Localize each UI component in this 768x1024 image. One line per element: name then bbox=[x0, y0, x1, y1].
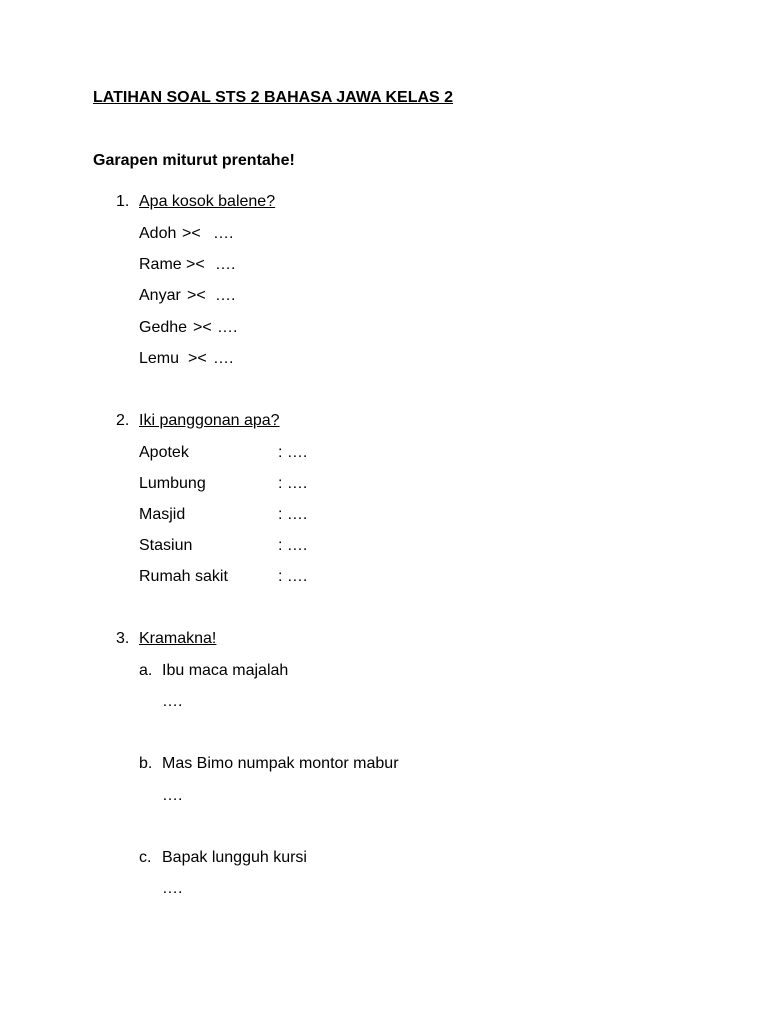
q2-number: 2. bbox=[116, 412, 130, 429]
q3-item-blank: …. bbox=[162, 880, 183, 897]
q1-heading: Apa kosok balene? bbox=[139, 193, 276, 210]
q2-item-word: Apotek bbox=[139, 444, 189, 461]
q1-item-word: Lemu bbox=[139, 350, 180, 367]
q3-item-sentence: Ibu maca majalah bbox=[162, 662, 289, 679]
q1-item-sep: >< bbox=[186, 256, 205, 273]
q3-item-letter: a. bbox=[139, 662, 153, 679]
document-title: LATIHAN SOAL STS 2 BAHASA JAWA KELAS 2 bbox=[93, 89, 454, 106]
q2-item-word: Masjid bbox=[139, 506, 186, 523]
q3-number: 3. bbox=[116, 630, 130, 647]
q2-item-word: Rumah sakit bbox=[139, 568, 228, 585]
q1-item-blank: …. bbox=[217, 319, 238, 336]
q1-item-word: Rame bbox=[139, 256, 182, 273]
q1-item-sep: >< bbox=[182, 225, 201, 242]
q3-heading: Kramakna! bbox=[139, 630, 217, 647]
q1-item-blank: …. bbox=[213, 350, 234, 367]
q3-item-blank: …. bbox=[162, 787, 183, 804]
q1-item-blank: …. bbox=[213, 225, 234, 242]
q3-item-letter: b. bbox=[139, 755, 153, 772]
q1-item-sep: >< bbox=[187, 287, 206, 304]
q2-item-answer: : …. bbox=[278, 537, 308, 554]
q3-item-blank: …. bbox=[162, 693, 183, 710]
q1-item-sep: >< bbox=[188, 350, 207, 367]
q2-item-answer: : …. bbox=[278, 506, 308, 523]
q2-item-answer: : …. bbox=[278, 568, 308, 585]
q1-item-blank: …. bbox=[215, 287, 236, 304]
instruction: Garapen miturut prentahe! bbox=[93, 152, 295, 169]
q1-item-sep: >< bbox=[193, 319, 212, 336]
q3-item-sentence: Mas Bimo numpak montor mabur bbox=[162, 755, 399, 772]
q2-item-word: Lumbung bbox=[139, 475, 206, 492]
q2-item-word: Stasiun bbox=[139, 537, 193, 554]
q1-number: 1. bbox=[116, 193, 130, 210]
q2-item-answer: : …. bbox=[278, 444, 308, 461]
q1-item-word: Adoh bbox=[139, 225, 177, 242]
q3-item-letter: c. bbox=[139, 849, 152, 866]
q2-item-answer: : …. bbox=[278, 475, 308, 492]
q1-item-blank: …. bbox=[215, 256, 236, 273]
q1-item-word: Anyar bbox=[139, 287, 181, 304]
q3-item-sentence: Bapak lungguh kursi bbox=[162, 849, 307, 866]
q1-item-word: Gedhe bbox=[139, 319, 188, 336]
q2-heading: Iki panggonan apa? bbox=[139, 412, 280, 429]
